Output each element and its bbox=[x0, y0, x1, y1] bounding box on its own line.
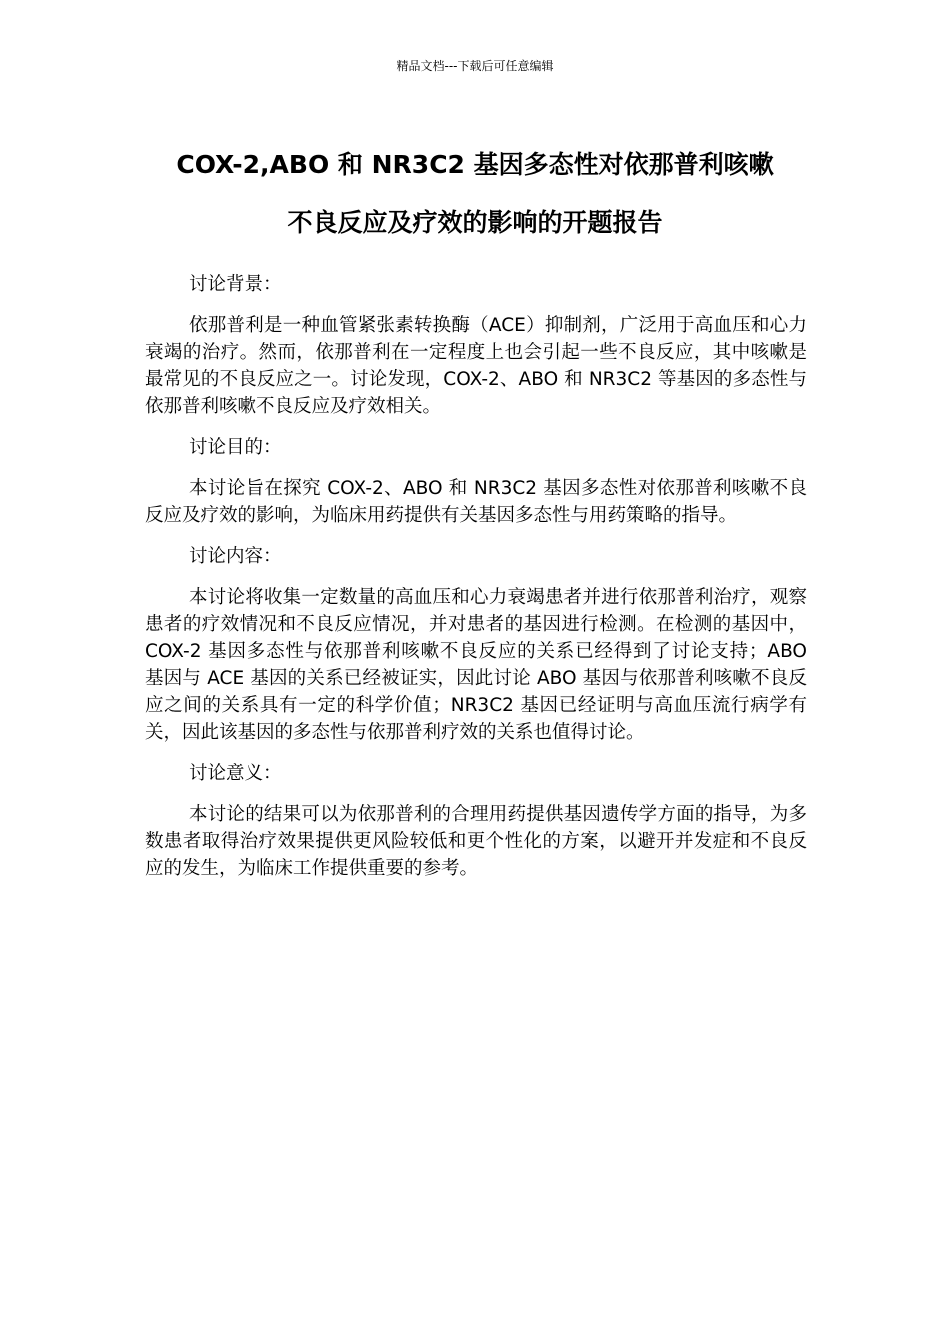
section-heading-significance: 讨论意义： bbox=[189, 763, 282, 784]
section-heading-content: 讨论内容： bbox=[189, 546, 282, 567]
document-body bbox=[145, 271, 807, 896]
document-title bbox=[110, 136, 840, 252]
paragraph-purpose: 本讨论旨在探究 COX-2、ABO 和 NR3C2 基因多态性对依那普利咳嗽不良反应及疗效的影响，为临床用药提供有关基因多态性与用药策略的指导。 bbox=[145, 478, 807, 526]
title-line-2: 不良反应及疗效的影响的开题报告 bbox=[287, 208, 663, 237]
paragraph-background: 依那普利是一种血管紧张素转换酶（ACE）抑制剂，广泛用于高血压和心力衰竭的治疗。然而，依那普利在一定程度上也会引起一些不良反应，其中咳嗽是最常见的不良反应之一。讨论发现，COX-2、ABO 和 NR3C2 等基因的多态性与依那普利咳嗽不良反应及疗效相关。 bbox=[145, 315, 807, 417]
header-note: 精品文档---下载后可任意编辑 bbox=[396, 59, 554, 73]
section-heading-background: 讨论背景： bbox=[189, 274, 282, 295]
title-line-1: COX-2,ABO 和 NR3C2 基因多态性对依那普利咳嗽 bbox=[176, 150, 774, 179]
section-heading-purpose: 讨论目的： bbox=[189, 437, 282, 458]
paragraph-significance: 本讨论的结果可以为依那普利的合理用药提供基因遗传学方面的指导，为多数患者取得治疗效果提供更风险较低和更个性化的方案，以避开并发症和不良反应的发生，为临床工作提供重要的参考。 bbox=[145, 804, 807, 879]
paragraph-content: 本讨论将收集一定数量的高血压和心力衰竭患者并进行依那普利治疗，观察患者的疗效情况和不良反应情况，并对患者的基因进行检测。在检测的基因中，COX-2 基因多态性与依那普利咳嗽不良反应的关系已经得到了讨论支持；ABO 基因与 ACE 基因的关系已经被证实，因此讨论 ABO 基因与依那普利咳嗽不良反应之间的关系具有一定的科学价值；NR3C2 基因已经证明与高血压流行病学有关，因此该基因的多态性与依那普利疗效的关系也值得讨论。 bbox=[145, 587, 807, 743]
